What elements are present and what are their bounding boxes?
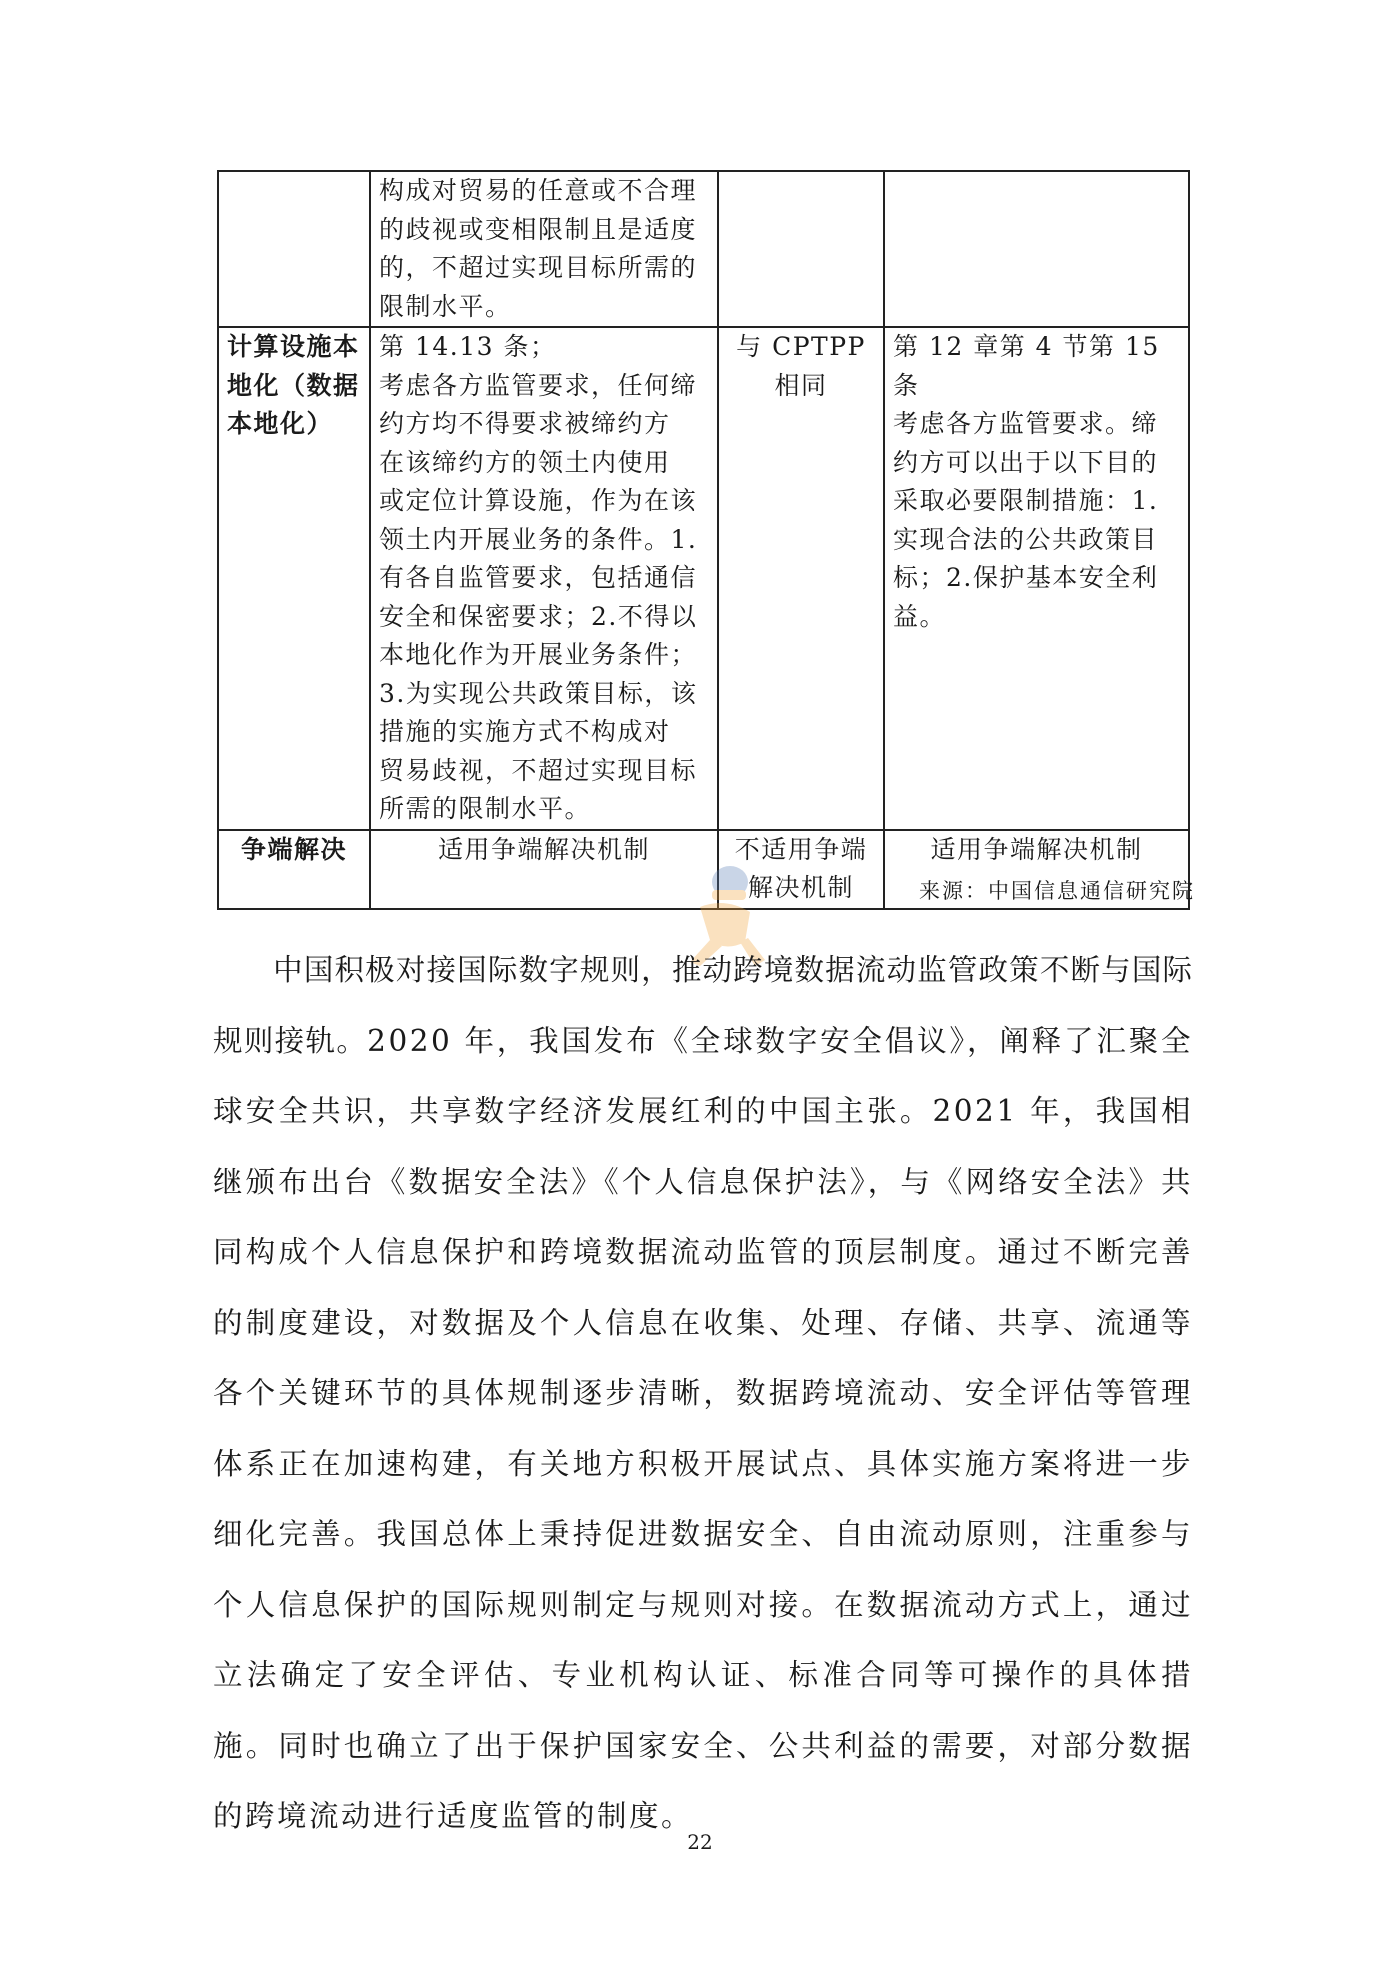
- cell-text: 构成对贸易的任意或不合理的歧视或变相限制且是适度的，不超过实现目标所需的限制水平。: [379, 176, 698, 321]
- cell-line: 与 CPTPP: [736, 332, 866, 361]
- cell-line: 措施的实施方式不构成对: [379, 717, 671, 746]
- cell-line: 安全和保密要求；2.不得以: [379, 601, 698, 631]
- table-cell-provision: 适用争端解决机制: [370, 830, 718, 909]
- cell-line: 相同: [774, 370, 828, 400]
- row-label-dispute: 争端解决: [218, 830, 370, 909]
- table-cell-provision: [370, 171, 718, 327]
- cell-line: 第 14.13 条；: [379, 332, 557, 361]
- page-number: 22: [687, 1830, 713, 1854]
- cell-line: 解决机制: [747, 873, 854, 902]
- table-row: [218, 171, 1189, 327]
- cell-line: 约方均不得要求被缔约方: [379, 409, 671, 438]
- cell-line: 采取必要限制措施：1.: [893, 486, 1159, 515]
- table-cell-rcep: [718, 171, 884, 327]
- cell-line: 在该缔约方的领土内使用: [379, 447, 671, 477]
- cell-line: 益。: [893, 601, 947, 631]
- cell-line: 贸易歧视，不超过实现目标: [379, 755, 698, 785]
- table-cell-depa: [884, 327, 1189, 830]
- source-note: 来源：中国信息通信研究院: [919, 879, 1195, 903]
- cell-line: 本地化作为开展业务条件；: [379, 640, 698, 669]
- table-cell-provision: [370, 327, 718, 830]
- cell-line: 3.为实现公共政策目标，该: [379, 678, 698, 708]
- cell-line: 有各自监管要求，包括通信: [379, 563, 698, 592]
- cell-line: 考虑各方监管要求。缔: [893, 409, 1159, 438]
- cell-line: 领土内开展业务的条件。1.: [379, 524, 698, 554]
- paragraph-lead: 中国积极对接国际数字规则，推动跨境数据流动监管政策不断与国际规则接轨。: [213, 953, 1193, 1058]
- cell-line: 或定位计算设施，作为在该: [379, 486, 698, 515]
- table-cell-rcep: [718, 327, 884, 830]
- cell-line: 约方可以出于以下目的: [893, 447, 1159, 477]
- row-label-localization: 计算设施本地化（数据本地化）: [218, 327, 370, 830]
- body-paragraph: [213, 935, 1193, 1852]
- cell-line: 实现合法的公共政策目: [893, 524, 1159, 554]
- table-cell-empty: [218, 171, 370, 327]
- comparison-table: [217, 170, 1190, 910]
- table-row: [218, 327, 1189, 830]
- cell-line: 第 12 章第 4 节第 15 条: [893, 332, 1160, 400]
- cell-line: 考虑各方监管要求，任何缔: [379, 370, 698, 400]
- table-cell-depa: [884, 171, 1189, 327]
- table-cell-depa: 适用争端解决机制: [884, 830, 1189, 909]
- cell-line: 所需的限制水平。: [379, 794, 592, 823]
- paragraph-body: 2020 年，我国发布《全球数字安全倡议》，阐释了汇聚全球安全共识，共享数字经济发展红利的中国主张。2021 年，我国相继颁布出台《数据安全法》《个人信息保护法》，与《网络安全法》共同构成个人信息保护和跨境数据流动监管的顶层制度。通过不断完善的制度建设，对数据及个人信息在收集、处理、存储、共享、流通等各个关键环节的具体规制逐步清晰，数据跨境流动、安全评估等管理体系正在加速构建，有关地方积极开展试点、具体实施方案将进一步细化完善。我国总体上秉持促进数据安全、自由流动原则，注重参与个人信息保护的国际规则制定与规则对接。在数据流动方式上，通过立法确定了安全评估、专业机构认证、标准合同等可操作的具体措施。同时也确立了出于保护国家安全、公共利益的需要，对部分数据的跨境流动进行适度监管的制度。: [213, 1023, 1193, 1833]
- cell-line: 不适用争端: [734, 834, 868, 864]
- cell-line: 标；2.保护基本安全利: [893, 563, 1159, 592]
